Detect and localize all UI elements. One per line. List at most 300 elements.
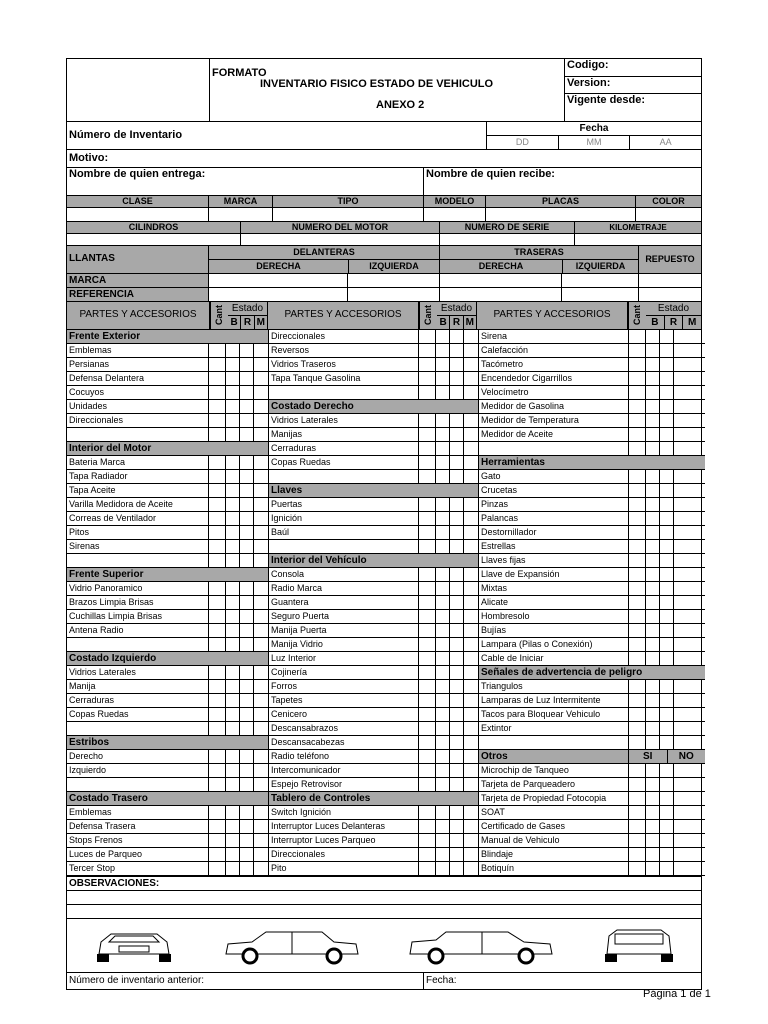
quantity-cell[interactable] bbox=[419, 722, 436, 735]
condition-cell[interactable] bbox=[254, 414, 268, 427]
condition-cell[interactable] bbox=[226, 358, 240, 371]
quantity-cell[interactable] bbox=[209, 806, 226, 819]
kilometraje-value[interactable] bbox=[575, 234, 701, 245]
table-row[interactable] bbox=[479, 792, 705, 806]
table-row[interactable] bbox=[479, 470, 705, 484]
condition-cell[interactable] bbox=[660, 400, 674, 413]
quantity-cell[interactable] bbox=[419, 372, 436, 385]
condition-cell[interactable] bbox=[660, 372, 674, 385]
condition-cell[interactable] bbox=[240, 386, 254, 399]
condition-cell[interactable] bbox=[660, 820, 674, 833]
table-row[interactable] bbox=[67, 820, 268, 834]
condition-cell[interactable] bbox=[226, 848, 240, 861]
quantity-cell[interactable] bbox=[419, 442, 436, 455]
condition-cell[interactable] bbox=[674, 540, 705, 553]
quantity-cell[interactable] bbox=[209, 484, 226, 497]
table-row[interactable] bbox=[269, 610, 478, 624]
inventory-number-label[interactable]: Número de Inventario bbox=[67, 122, 487, 149]
condition-cell[interactable] bbox=[226, 708, 240, 721]
condition-cell[interactable] bbox=[240, 806, 254, 819]
quantity-cell[interactable] bbox=[419, 610, 436, 623]
day-field[interactable]: DD bbox=[487, 136, 559, 149]
condition-cell[interactable] bbox=[450, 820, 464, 833]
condition-cell[interactable] bbox=[464, 526, 478, 539]
quantity-cell[interactable] bbox=[209, 428, 226, 441]
condition-cell[interactable] bbox=[660, 526, 674, 539]
condition-cell[interactable] bbox=[450, 862, 464, 875]
condition-cell[interactable] bbox=[226, 722, 240, 735]
condition-cell[interactable] bbox=[436, 512, 450, 525]
placas-value[interactable] bbox=[486, 208, 636, 221]
condition-cell[interactable] bbox=[226, 862, 240, 875]
table-row[interactable] bbox=[479, 540, 705, 554]
quantity-cell[interactable] bbox=[629, 778, 646, 791]
condition-cell[interactable] bbox=[646, 372, 660, 385]
quantity-cell[interactable] bbox=[419, 694, 436, 707]
condition-cell[interactable] bbox=[254, 806, 268, 819]
condition-cell[interactable] bbox=[436, 638, 450, 651]
condition-cell[interactable] bbox=[674, 414, 705, 427]
condition-cell[interactable] bbox=[226, 582, 240, 595]
condition-cell[interactable] bbox=[646, 624, 660, 637]
table-row[interactable] bbox=[269, 778, 478, 792]
condition-cell[interactable] bbox=[254, 764, 268, 777]
table-row[interactable] bbox=[479, 414, 705, 428]
table-row[interactable] bbox=[479, 372, 705, 386]
condition-cell[interactable] bbox=[464, 456, 478, 469]
table-row[interactable] bbox=[479, 344, 705, 358]
table-row[interactable] bbox=[479, 862, 705, 876]
condition-cell[interactable] bbox=[646, 680, 660, 693]
condition-cell[interactable] bbox=[674, 694, 705, 707]
table-row[interactable] bbox=[479, 610, 705, 624]
condition-cell[interactable] bbox=[646, 652, 660, 665]
condition-cell[interactable] bbox=[646, 484, 660, 497]
condition-cell[interactable] bbox=[674, 498, 705, 511]
condition-cell[interactable] bbox=[646, 638, 660, 651]
condition-cell[interactable] bbox=[436, 372, 450, 385]
condition-cell[interactable] bbox=[660, 694, 674, 707]
condition-cell[interactable] bbox=[240, 722, 254, 735]
quantity-cell[interactable] bbox=[419, 358, 436, 371]
condition-cell[interactable] bbox=[254, 834, 268, 847]
quantity-cell[interactable] bbox=[209, 820, 226, 833]
condition-cell[interactable] bbox=[674, 610, 705, 623]
quantity-cell[interactable] bbox=[419, 512, 436, 525]
quantity-cell[interactable] bbox=[209, 386, 226, 399]
quantity-cell[interactable] bbox=[209, 540, 226, 553]
condition-cell[interactable] bbox=[646, 792, 660, 805]
condition-cell[interactable] bbox=[254, 400, 268, 413]
condition-cell[interactable] bbox=[450, 358, 464, 371]
condition-cell[interactable] bbox=[226, 344, 240, 357]
recibe-field[interactable]: Nombre de quien recibe: bbox=[426, 168, 555, 180]
table-row[interactable] bbox=[269, 498, 478, 512]
condition-cell[interactable] bbox=[660, 386, 674, 399]
table-row[interactable] bbox=[67, 456, 268, 470]
condition-cell[interactable] bbox=[646, 610, 660, 623]
quantity-cell[interactable] bbox=[419, 680, 436, 693]
condition-cell[interactable] bbox=[450, 442, 464, 455]
quantity-cell[interactable] bbox=[419, 638, 436, 651]
quantity-cell[interactable] bbox=[209, 764, 226, 777]
table-row[interactable] bbox=[269, 358, 478, 372]
condition-cell[interactable] bbox=[254, 680, 268, 693]
condition-cell[interactable] bbox=[226, 498, 240, 511]
condition-cell[interactable] bbox=[660, 792, 674, 805]
condition-cell[interactable] bbox=[464, 470, 478, 483]
table-row[interactable] bbox=[479, 638, 705, 652]
quantity-cell[interactable] bbox=[209, 456, 226, 469]
quantity-cell[interactable] bbox=[209, 582, 226, 595]
table-row[interactable] bbox=[479, 764, 705, 778]
table-row[interactable] bbox=[67, 680, 268, 694]
quantity-cell[interactable] bbox=[209, 778, 226, 791]
table-row[interactable] bbox=[479, 442, 705, 456]
condition-cell[interactable] bbox=[646, 820, 660, 833]
condition-cell[interactable] bbox=[450, 708, 464, 721]
condition-cell[interactable] bbox=[464, 680, 478, 693]
quantity-cell[interactable] bbox=[629, 792, 646, 805]
condition-cell[interactable] bbox=[450, 456, 464, 469]
condition-cell[interactable] bbox=[226, 834, 240, 847]
quantity-cell[interactable] bbox=[629, 638, 646, 651]
quantity-cell[interactable] bbox=[419, 344, 436, 357]
condition-cell[interactable] bbox=[660, 498, 674, 511]
table-row[interactable] bbox=[479, 582, 705, 596]
condition-cell[interactable] bbox=[240, 666, 254, 679]
condition-cell[interactable] bbox=[436, 428, 450, 441]
condition-cell[interactable] bbox=[464, 806, 478, 819]
condition-cell[interactable] bbox=[464, 512, 478, 525]
condition-cell[interactable] bbox=[254, 722, 268, 735]
table-row[interactable] bbox=[67, 344, 268, 358]
condition-cell[interactable] bbox=[226, 666, 240, 679]
condition-cell[interactable] bbox=[254, 750, 268, 763]
condition-cell[interactable] bbox=[674, 344, 705, 357]
cilindros-value[interactable] bbox=[67, 234, 241, 245]
condition-cell[interactable] bbox=[450, 470, 464, 483]
condition-cell[interactable] bbox=[240, 834, 254, 847]
quantity-cell[interactable] bbox=[629, 764, 646, 777]
condition-cell[interactable] bbox=[450, 568, 464, 581]
quantity-cell[interactable] bbox=[419, 764, 436, 777]
table-row[interactable] bbox=[67, 372, 268, 386]
condition-cell[interactable] bbox=[464, 428, 478, 441]
condition-cell[interactable] bbox=[660, 862, 674, 875]
condition-cell[interactable] bbox=[254, 638, 268, 651]
condition-cell[interactable] bbox=[240, 372, 254, 385]
quantity-cell[interactable] bbox=[209, 862, 226, 875]
quantity-cell[interactable] bbox=[629, 582, 646, 595]
condition-cell[interactable] bbox=[226, 526, 240, 539]
condition-cell[interactable] bbox=[254, 848, 268, 861]
condition-cell[interactable] bbox=[450, 526, 464, 539]
condition-cell[interactable] bbox=[464, 862, 478, 875]
quantity-cell[interactable] bbox=[629, 708, 646, 721]
condition-cell[interactable] bbox=[436, 456, 450, 469]
condition-cell[interactable] bbox=[240, 526, 254, 539]
condition-cell[interactable] bbox=[674, 624, 705, 637]
table-row[interactable] bbox=[479, 834, 705, 848]
table-row[interactable] bbox=[479, 386, 705, 400]
condition-cell[interactable] bbox=[436, 750, 450, 763]
quantity-cell[interactable] bbox=[209, 694, 226, 707]
quantity-cell[interactable] bbox=[419, 330, 436, 343]
condition-cell[interactable] bbox=[660, 708, 674, 721]
quantity-cell[interactable] bbox=[629, 330, 646, 343]
table-row[interactable] bbox=[67, 358, 268, 372]
condition-cell[interactable] bbox=[674, 652, 705, 665]
table-row[interactable] bbox=[67, 764, 268, 778]
condition-cell[interactable] bbox=[240, 456, 254, 469]
condition-cell[interactable] bbox=[450, 680, 464, 693]
condition-cell[interactable] bbox=[674, 680, 705, 693]
quantity-cell[interactable] bbox=[209, 596, 226, 609]
condition-cell[interactable] bbox=[436, 694, 450, 707]
condition-cell[interactable] bbox=[254, 386, 268, 399]
quantity-cell[interactable] bbox=[419, 540, 436, 553]
condition-cell[interactable] bbox=[464, 596, 478, 609]
table-row[interactable] bbox=[269, 806, 478, 820]
table-row[interactable] bbox=[67, 484, 268, 498]
quantity-cell[interactable] bbox=[209, 624, 226, 637]
table-row[interactable] bbox=[479, 820, 705, 834]
tire-marca-del-izq[interactable] bbox=[348, 274, 440, 287]
quantity-cell[interactable] bbox=[629, 624, 646, 637]
condition-cell[interactable] bbox=[646, 736, 660, 749]
condition-cell[interactable] bbox=[254, 554, 268, 567]
condition-cell[interactable] bbox=[674, 848, 705, 861]
table-row[interactable] bbox=[479, 624, 705, 638]
condition-cell[interactable] bbox=[254, 428, 268, 441]
clase-value[interactable] bbox=[67, 208, 209, 221]
condition-cell[interactable] bbox=[646, 834, 660, 847]
condition-cell[interactable] bbox=[240, 414, 254, 427]
condition-cell[interactable] bbox=[254, 358, 268, 371]
table-row[interactable] bbox=[269, 652, 478, 666]
condition-cell[interactable] bbox=[240, 498, 254, 511]
table-row[interactable] bbox=[67, 862, 268, 876]
condition-cell[interactable] bbox=[674, 428, 705, 441]
condition-cell[interactable] bbox=[240, 862, 254, 875]
condition-cell[interactable] bbox=[674, 554, 705, 567]
condition-cell[interactable] bbox=[240, 764, 254, 777]
quantity-cell[interactable] bbox=[419, 568, 436, 581]
condition-cell[interactable] bbox=[660, 442, 674, 455]
quantity-cell[interactable] bbox=[629, 484, 646, 497]
condition-cell[interactable] bbox=[646, 568, 660, 581]
condition-cell[interactable] bbox=[660, 806, 674, 819]
condition-cell[interactable] bbox=[226, 428, 240, 441]
table-row[interactable] bbox=[67, 428, 268, 442]
table-row[interactable] bbox=[67, 722, 268, 736]
condition-cell[interactable] bbox=[240, 344, 254, 357]
quantity-cell[interactable] bbox=[419, 596, 436, 609]
condition-cell[interactable] bbox=[646, 470, 660, 483]
quantity-cell[interactable] bbox=[629, 470, 646, 483]
previous-inventory-field[interactable]: Número de inventario anterior: bbox=[67, 973, 424, 989]
motor-value[interactable] bbox=[241, 234, 440, 245]
condition-cell[interactable] bbox=[660, 554, 674, 567]
condition-cell[interactable] bbox=[674, 330, 705, 343]
condition-cell[interactable] bbox=[450, 428, 464, 441]
condition-cell[interactable] bbox=[660, 470, 674, 483]
quantity-cell[interactable] bbox=[209, 722, 226, 735]
quantity-cell[interactable] bbox=[209, 680, 226, 693]
table-row[interactable] bbox=[479, 512, 705, 526]
condition-cell[interactable] bbox=[660, 638, 674, 651]
table-row[interactable] bbox=[479, 596, 705, 610]
condition-cell[interactable] bbox=[464, 358, 478, 371]
condition-cell[interactable] bbox=[464, 694, 478, 707]
condition-cell[interactable] bbox=[436, 764, 450, 777]
table-row[interactable] bbox=[67, 834, 268, 848]
condition-cell[interactable] bbox=[464, 372, 478, 385]
quantity-cell[interactable] bbox=[419, 834, 436, 847]
condition-cell[interactable] bbox=[646, 330, 660, 343]
condition-cell[interactable] bbox=[450, 624, 464, 637]
condition-cell[interactable] bbox=[254, 484, 268, 497]
table-row[interactable] bbox=[269, 764, 478, 778]
condition-cell[interactable] bbox=[660, 484, 674, 497]
table-row[interactable] bbox=[269, 848, 478, 862]
table-row[interactable] bbox=[479, 778, 705, 792]
table-row[interactable] bbox=[67, 778, 268, 792]
quantity-cell[interactable] bbox=[209, 708, 226, 721]
condition-cell[interactable] bbox=[674, 792, 705, 805]
condition-cell[interactable] bbox=[464, 820, 478, 833]
condition-cell[interactable] bbox=[226, 414, 240, 427]
table-row[interactable] bbox=[67, 624, 268, 638]
condition-cell[interactable] bbox=[646, 540, 660, 553]
condition-cell[interactable] bbox=[436, 680, 450, 693]
condition-cell[interactable] bbox=[464, 652, 478, 665]
tire-ref-del-der[interactable] bbox=[209, 288, 348, 301]
condition-cell[interactable] bbox=[226, 470, 240, 483]
condition-cell[interactable] bbox=[464, 540, 478, 553]
condition-cell[interactable] bbox=[436, 358, 450, 371]
condition-cell[interactable] bbox=[646, 442, 660, 455]
table-row[interactable] bbox=[67, 610, 268, 624]
condition-cell[interactable] bbox=[464, 764, 478, 777]
table-row[interactable] bbox=[269, 820, 478, 834]
condition-cell[interactable] bbox=[450, 666, 464, 679]
quantity-cell[interactable] bbox=[209, 638, 226, 651]
condition-cell[interactable] bbox=[464, 722, 478, 735]
quantity-cell[interactable] bbox=[419, 708, 436, 721]
quantity-cell[interactable] bbox=[419, 624, 436, 637]
condition-cell[interactable] bbox=[436, 610, 450, 623]
condition-cell[interactable] bbox=[450, 806, 464, 819]
quantity-cell[interactable] bbox=[629, 862, 646, 875]
condition-cell[interactable] bbox=[450, 722, 464, 735]
table-row[interactable] bbox=[269, 512, 478, 526]
condition-cell[interactable] bbox=[254, 456, 268, 469]
condition-cell[interactable] bbox=[646, 512, 660, 525]
condition-cell[interactable] bbox=[646, 358, 660, 371]
table-row[interactable] bbox=[67, 554, 268, 568]
table-row[interactable] bbox=[67, 470, 268, 484]
condition-cell[interactable] bbox=[660, 764, 674, 777]
condition-cell[interactable] bbox=[660, 568, 674, 581]
quantity-cell[interactable] bbox=[629, 372, 646, 385]
serie-value[interactable] bbox=[440, 234, 575, 245]
table-row[interactable] bbox=[67, 540, 268, 554]
table-row[interactable] bbox=[269, 666, 478, 680]
condition-cell[interactable] bbox=[240, 428, 254, 441]
observaciones-line-2[interactable] bbox=[67, 905, 701, 919]
quantity-cell[interactable] bbox=[629, 400, 646, 413]
condition-cell[interactable] bbox=[674, 834, 705, 847]
quantity-cell[interactable] bbox=[209, 344, 226, 357]
condition-cell[interactable] bbox=[646, 498, 660, 511]
table-row[interactable] bbox=[269, 834, 478, 848]
condition-cell[interactable] bbox=[464, 778, 478, 791]
condition-cell[interactable] bbox=[646, 554, 660, 567]
quantity-cell[interactable] bbox=[419, 848, 436, 861]
condition-cell[interactable] bbox=[646, 694, 660, 707]
quantity-cell[interactable] bbox=[629, 848, 646, 861]
table-row[interactable] bbox=[269, 344, 478, 358]
condition-cell[interactable] bbox=[436, 666, 450, 679]
condition-cell[interactable] bbox=[464, 442, 478, 455]
tire-ref-tra-der[interactable] bbox=[440, 288, 562, 301]
tire-marca-tra-izq[interactable] bbox=[562, 274, 639, 287]
quantity-cell[interactable] bbox=[629, 344, 646, 357]
condition-cell[interactable] bbox=[674, 778, 705, 791]
condition-cell[interactable] bbox=[674, 820, 705, 833]
condition-cell[interactable] bbox=[660, 414, 674, 427]
condition-cell[interactable] bbox=[464, 582, 478, 595]
table-row[interactable] bbox=[67, 386, 268, 400]
condition-cell[interactable] bbox=[436, 862, 450, 875]
quantity-cell[interactable] bbox=[209, 750, 226, 763]
condition-cell[interactable] bbox=[240, 610, 254, 623]
table-row[interactable] bbox=[269, 708, 478, 722]
condition-cell[interactable] bbox=[436, 820, 450, 833]
condition-cell[interactable] bbox=[450, 540, 464, 553]
condition-cell[interactable] bbox=[254, 862, 268, 875]
table-row[interactable] bbox=[67, 400, 268, 414]
condition-cell[interactable] bbox=[254, 708, 268, 721]
quantity-cell[interactable] bbox=[209, 372, 226, 385]
month-field[interactable]: MM bbox=[559, 136, 631, 149]
quantity-cell[interactable] bbox=[629, 512, 646, 525]
table-row[interactable] bbox=[269, 540, 478, 554]
condition-cell[interactable] bbox=[464, 708, 478, 721]
table-row[interactable] bbox=[479, 708, 705, 722]
condition-cell[interactable] bbox=[464, 736, 478, 749]
quantity-cell[interactable] bbox=[209, 554, 226, 567]
quantity-cell[interactable] bbox=[629, 358, 646, 371]
table-row[interactable] bbox=[269, 736, 478, 750]
condition-cell[interactable] bbox=[450, 344, 464, 357]
table-row[interactable] bbox=[67, 526, 268, 540]
table-row[interactable] bbox=[67, 708, 268, 722]
table-row[interactable] bbox=[479, 526, 705, 540]
marca-value[interactable] bbox=[209, 208, 273, 221]
quantity-cell[interactable] bbox=[209, 666, 226, 679]
condition-cell[interactable] bbox=[240, 708, 254, 721]
condition-cell[interactable] bbox=[226, 456, 240, 469]
condition-cell[interactable] bbox=[436, 708, 450, 721]
table-row[interactable] bbox=[479, 498, 705, 512]
condition-cell[interactable] bbox=[436, 582, 450, 595]
table-row[interactable] bbox=[269, 470, 478, 484]
condition-cell[interactable] bbox=[254, 666, 268, 679]
condition-cell[interactable] bbox=[240, 638, 254, 651]
